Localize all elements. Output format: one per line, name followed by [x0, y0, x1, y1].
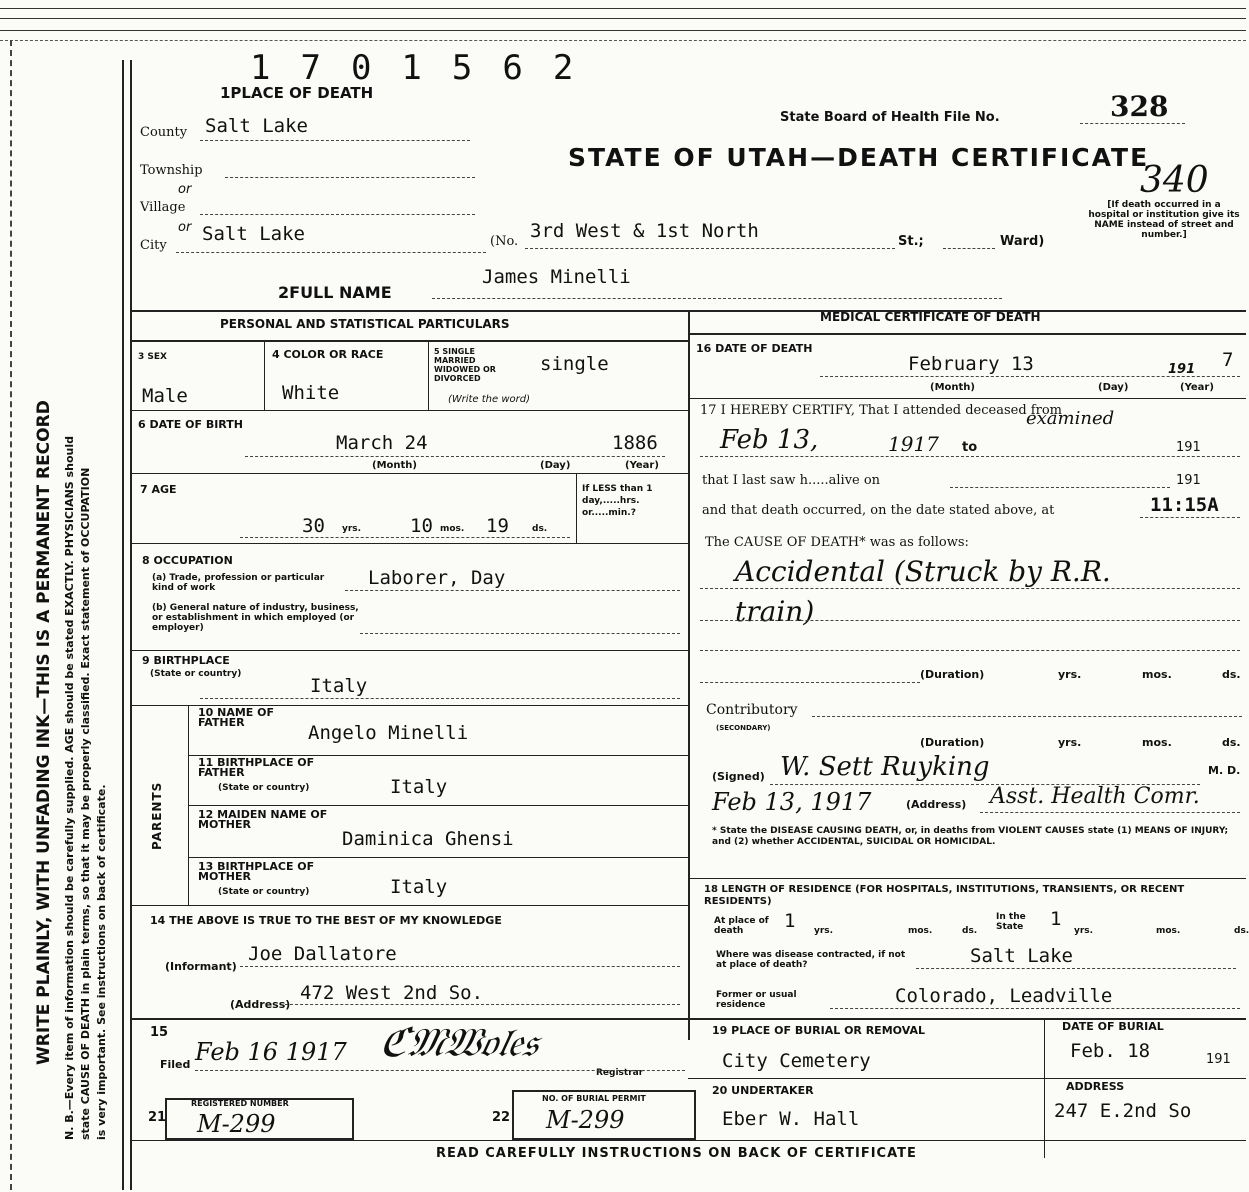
- signature-address-label: (Address): [906, 798, 967, 811]
- occupation-a: (a) Trade, profession or particular kind of work: [152, 573, 325, 593]
- at-place-mos: mos.: [908, 926, 933, 936]
- duration-mos-1: mos.: [1142, 668, 1172, 681]
- sex-value: Male: [142, 385, 188, 407]
- certify-statement: 17 I HEREBY CERTIFY, That I attended deceased from: [700, 403, 1062, 418]
- in-state-value: 1: [1050, 908, 1062, 930]
- signature-date: Feb 13, 1917: [712, 788, 872, 816]
- age-ds-caption: ds.: [532, 524, 548, 534]
- birthplace-sub: (State or country): [150, 669, 242, 679]
- undertaker-label: 20 UNDERTAKER: [712, 1084, 814, 1097]
- father-name-label: 10 NAME OF FATHER: [198, 706, 275, 729]
- age-days: 19: [486, 515, 509, 537]
- dob-month-caption: (Month): [372, 460, 417, 471]
- at-place-label: At place of death: [714, 916, 769, 936]
- race-value: White: [282, 382, 340, 404]
- informant-label: (Informant): [165, 960, 237, 973]
- informant-value: Joe Dallatore: [248, 943, 397, 965]
- file-no-label: State Board of Health File No.: [780, 110, 1000, 125]
- age-years: 30: [302, 515, 325, 537]
- occurred-label: and that death occurred, on the date stated above, at: [702, 503, 1055, 518]
- age-label: 7 AGE: [140, 483, 177, 496]
- cause-footnote: * State the DISEASE CAUSING DEATH, or, in deaths from VIOLENT CAUSES state (1) MEANS OF INJURY; and (2) whether ACCIDENTAL, SUICIDAL OR HOMICIDAL.: [712, 826, 1229, 847]
- margin-note-3: is very important. See instructions on back of certificate.: [95, 784, 108, 1140]
- burial-place-value: City Cemetery: [722, 1050, 871, 1072]
- contributory-label: Contributory: [706, 702, 798, 718]
- signed-label: (Signed): [712, 770, 765, 783]
- dob-year-caption: (Year): [625, 460, 659, 471]
- township-label: Township: [140, 163, 203, 178]
- field-21-number: 21: [148, 1110, 167, 1125]
- dob-month-day: March 24: [336, 432, 428, 454]
- undertaker-address-value: 247 E.2nd So: [1054, 1100, 1192, 1122]
- burial-date-label: DATE OF BURIAL: [1062, 1020, 1164, 1033]
- undertaker-address-label: ADDRESS: [1066, 1080, 1125, 1093]
- mother-birthplace-label: 13 BIRTHPLACE OF MOTHER: [198, 860, 315, 883]
- filed-date: Feb 16 1917: [195, 1038, 347, 1066]
- street-value: 3rd West & 1st North: [530, 220, 759, 242]
- ward-label: Ward): [1000, 234, 1045, 249]
- marital-label: 5 SINGLE MARRIED WIDOWED OR DIVORCED: [434, 347, 496, 383]
- margin-note-2: state CAUSE OF DEATH in plain terms, so that it may be properly classified. Exact statement of OCCUPATION: [79, 467, 92, 1140]
- marital-value: single: [540, 353, 609, 375]
- burial-year: 191: [1206, 1052, 1231, 1067]
- file-number: 328: [1110, 90, 1169, 123]
- marital-note: (Write the word): [448, 394, 531, 405]
- margin-note-1: N. B.—Every item of information should be carefully supplied. AGE should be stated EXACTLY. PHYSICIANS should: [63, 436, 76, 1140]
- informant-address-label: (Address): [230, 998, 291, 1011]
- burial-permit-value: M-299: [546, 1106, 625, 1134]
- burial-permit-label: NO. OF BURIAL PERMIT: [542, 1094, 646, 1103]
- cause-label: The CAUSE OF DEATH* was as follows:: [705, 535, 969, 550]
- attended-to-year: 191: [1176, 440, 1201, 455]
- dod-label: 16 DATE OF DEATH: [696, 342, 813, 355]
- attended-year: 1917: [888, 432, 939, 456]
- last-saw-year: 191: [1176, 473, 1201, 488]
- duration-label-2: (Duration): [920, 736, 985, 749]
- former-residence-label: Former or usual residence: [716, 990, 797, 1010]
- age-yrs-caption: yrs.: [342, 524, 362, 534]
- age-months: 10: [410, 515, 433, 537]
- occupation-b: (b) General nature of industry, business, or establishment in which employed (or employer): [152, 603, 359, 633]
- in-state-ds: ds.: [1234, 926, 1249, 936]
- birthplace-label: 9 BIRTHPLACE: [142, 654, 230, 667]
- duration-yrs-2: yrs.: [1058, 736, 1082, 749]
- cause-value: Accidental (Struck by R.R. train): [735, 555, 1111, 628]
- in-state-mos: mos.: [1156, 926, 1181, 936]
- footer-instruction: READ CAREFULLY INSTRUCTIONS ON BACK OF CERTIFICATE: [436, 1146, 917, 1161]
- file-number-alt: 340: [1140, 160, 1209, 201]
- mother-name-value: Daminica Ghensi: [342, 828, 514, 850]
- county-value: Salt Lake: [205, 115, 308, 137]
- street-prefix: (No.: [490, 234, 519, 249]
- contracted-value: Salt Lake: [970, 945, 1073, 967]
- mother-birthplace-sub: (State or country): [218, 887, 310, 897]
- occupation-label: 8 OCCUPATION: [142, 554, 233, 567]
- dod-value: February 13: [908, 353, 1034, 375]
- in-state-label: In the State: [996, 912, 1026, 932]
- former-residence-value: Colorado, Leadville: [895, 985, 1113, 1007]
- md-label: M. D.: [1208, 764, 1241, 777]
- burial-permit-box: [512, 1090, 696, 1140]
- sex-label: 3 SEX: [138, 352, 167, 362]
- dod-year-caption: (Year): [1180, 382, 1214, 393]
- medical-header: MEDICAL CERTIFICATE OF DEATH: [820, 310, 1041, 324]
- duration-ds-2: ds.: [1222, 736, 1241, 749]
- or-label-2: or: [178, 220, 192, 235]
- at-place-ds: ds.: [962, 926, 978, 936]
- physician-signature: W. Sett Ruyking: [780, 752, 990, 782]
- full-name-value: James Minelli: [482, 266, 631, 288]
- full-name-label: 2FULL NAME: [278, 283, 392, 302]
- age-mos-caption: mos.: [440, 524, 465, 534]
- age-less-than: If LESS than 1 day,.....hrs. or.....min.?: [582, 484, 653, 518]
- registered-number-value: M-299: [197, 1110, 276, 1138]
- duration-label-1: (Duration): [920, 668, 985, 681]
- street-st-label: St.;: [898, 234, 924, 249]
- informant-address-value: 472 West 2nd So.: [300, 982, 484, 1004]
- county-label: County: [140, 125, 188, 140]
- duration-mos-2: mos.: [1142, 736, 1172, 749]
- hospital-note: [If death occurred in a hospital or institution give its NAME instead of street and number.]: [1088, 200, 1240, 240]
- dob-day-caption: (Day): [540, 460, 571, 471]
- dod-month-caption: (Month): [930, 382, 975, 393]
- attended-to-label: to: [962, 440, 978, 455]
- burial-place-label: 19 PLACE OF BURIAL OR REMOVAL: [712, 1024, 925, 1037]
- undertaker-value: Eber W. Hall: [722, 1108, 860, 1130]
- parents-label: PARENTS: [150, 781, 164, 850]
- residence-label: 18 LENGTH OF RESIDENCE (FOR HOSPITALS, INSTITUTIONS, TRANSIENTS, OR RECENT RESIDENTS): [704, 884, 1185, 907]
- dob-year: 1886: [612, 432, 658, 454]
- at-place-value: 1: [784, 910, 796, 932]
- signature-address: Asst. Health Comr.: [990, 784, 1200, 809]
- or-label-1: or: [178, 182, 192, 197]
- race-label: 4 COLOR OR RACE: [272, 348, 384, 361]
- dod-day-caption: (Day): [1098, 382, 1129, 393]
- secondary-label: (SECONDARY): [716, 724, 771, 732]
- registrar-label: Registrar: [596, 1068, 644, 1078]
- certificate-number: 1701562: [250, 48, 604, 88]
- field-22-number: 22: [492, 1110, 511, 1125]
- in-state-yrs: yrs.: [1074, 926, 1094, 936]
- father-name-value: Angelo Minelli: [308, 722, 469, 744]
- time-of-death: 11:15A: [1150, 494, 1219, 516]
- father-birthplace-value: Italy: [390, 776, 448, 798]
- contracted-label: Where was disease contracted, if not at place of death?: [716, 950, 906, 970]
- mother-name-label: 12 MAIDEN NAME OF MOTHER: [198, 808, 328, 831]
- attended-from: Feb 13,: [720, 425, 819, 455]
- father-birthplace-label: 11 BIRTHPLACE OF FATHER: [198, 756, 315, 779]
- registrar-signature: ℭ𝔐𝔚𝔬𝔩𝔢𝔰: [375, 1020, 544, 1066]
- registered-number-label: REGISTERED NUMBER: [191, 1099, 289, 1108]
- field-15-number: 15: [150, 1025, 169, 1040]
- dob-label: 6 DATE OF BIRTH: [138, 418, 243, 431]
- place-of-death-header: 1PLACE OF DEATH: [220, 84, 374, 102]
- at-place-yrs: yrs.: [814, 926, 834, 936]
- birthplace-value: Italy: [310, 675, 368, 697]
- duration-ds-1: ds.: [1222, 668, 1241, 681]
- true-statement: 14 THE ABOVE IS TRUE TO THE BEST OF MY KNOWLEDGE: [150, 914, 502, 927]
- filed-label: Filed: [160, 1058, 191, 1071]
- dod-year-suffix: 7: [1222, 349, 1234, 371]
- registered-number-box: [165, 1098, 354, 1140]
- father-birthplace-sub: (State or country): [218, 783, 310, 793]
- city-value: Salt Lake: [202, 223, 305, 245]
- mother-birthplace-value: Italy: [390, 876, 448, 898]
- dod-year-prefix: 191: [1168, 362, 1196, 377]
- occupation-value: Laborer, Day: [368, 567, 506, 589]
- examined-note: examined: [1026, 408, 1115, 429]
- personal-header: PERSONAL AND STATISTICAL PARTICULARS: [220, 317, 510, 331]
- last-saw-label: that I last saw h.....alive on: [702, 473, 881, 488]
- margin-instruction-big: WRITE PLAINLY, WITH UNFADING INK—THIS IS A PERMANENT RECORD: [34, 400, 54, 1065]
- duration-yrs-1: yrs.: [1058, 668, 1082, 681]
- village-label: Village: [140, 200, 186, 215]
- certificate-title: STATE OF UTAH—DEATH CERTIFICATE: [568, 143, 1150, 172]
- burial-date-value: Feb. 18: [1070, 1040, 1151, 1062]
- city-label: City: [140, 238, 167, 253]
